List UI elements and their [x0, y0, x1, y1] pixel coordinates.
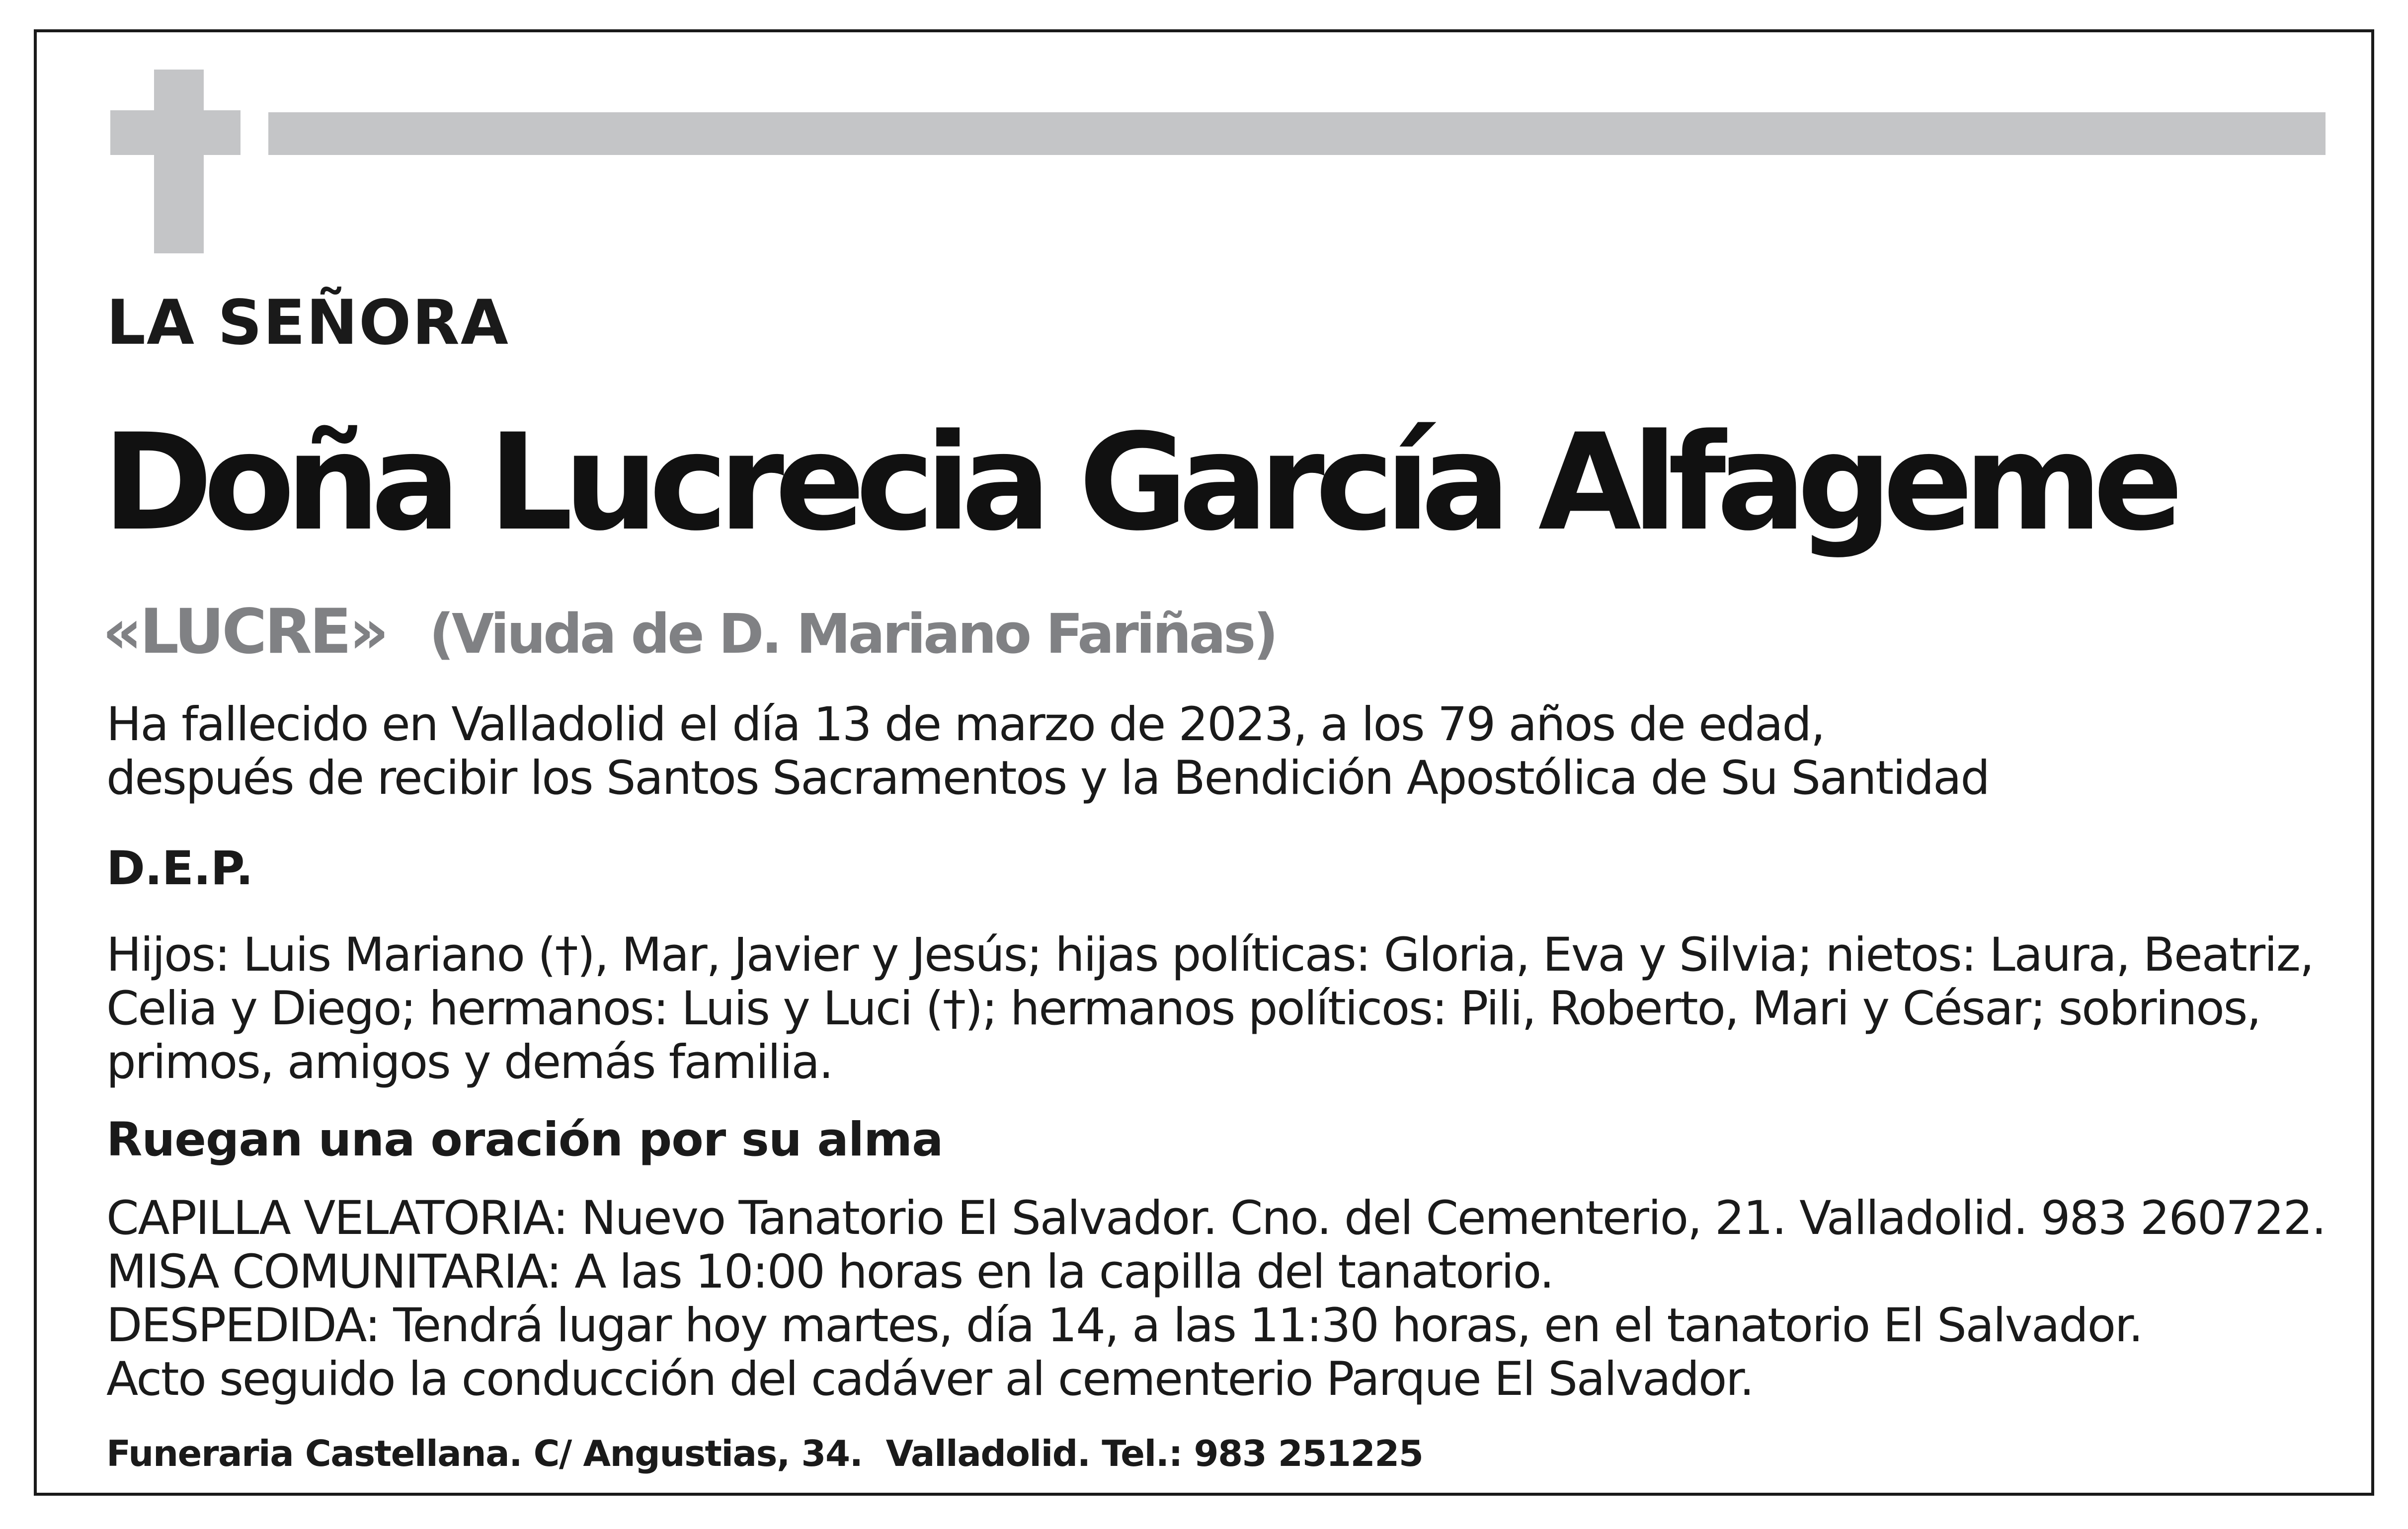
service-line-mass: MISA COMUNITARIA: A las 10:00 horas en la capilla del tanatorio. [106, 1245, 1553, 1299]
death-line-1: Ha fallecido en Valladolid el día 13 de marzo de 2023, a los 79 años de edad, [106, 697, 1825, 752]
deceased-name: Doña Lucrecia García Alfageme [102, 405, 2174, 560]
nickname-line [102, 596, 1276, 668]
family-line-3: primos, amigos y demás familia. [106, 1035, 833, 1089]
nickname: «LUCRE» [102, 596, 387, 668]
funeral-home-footer: Funeraria Castellana. C/ Angustias, 34. Valladolid. Tel.: 983 251225 [106, 1433, 1423, 1474]
top-rule [268, 112, 2326, 155]
service-line-burial: Acto seguido la conducción del cadáver al cementerio Parque El Salvador. [106, 1352, 1754, 1406]
family-line-2: Celia y Diego; hermanos: Luis y Luci (†); hermanos políticos: Pili, Roberto, Mari y César; sobrinos, [106, 982, 2260, 1036]
service-line-chapel: CAPILLA VELATORIA: Nuevo Tanatorio El Salvador. Cno. del Cementerio, 21. Valladolid. 983 260722. [106, 1191, 2326, 1245]
cross-icon-horizontal-bar [110, 110, 241, 155]
service-line-farewell: DESPEDIDA: Tendrá lugar hoy martes, día 14, a las 11:30 horas, en el tanatorio El Salvador. [106, 1299, 2143, 1353]
rip-label: D.E.P. [106, 841, 253, 896]
family-line-1: Hijos: Luis Mariano (†), Mar, Javier y Jesús; hijas políticas: Gloria, Eva y Silvia; nietos: Laura, Beatriz, [106, 928, 2314, 982]
death-line-2: después de recibir los Santos Sacramentos y la Bendición Apostólica de Su Santidad [106, 751, 1989, 805]
widow-of: (Viuda de D. Mariano Fariñas) [429, 602, 1276, 666]
cross-icon-vertical-bar [154, 70, 204, 253]
salutation: LA SEÑORA [106, 287, 509, 359]
prayer-request: Ruegan una oración por su alma [106, 1113, 943, 1167]
